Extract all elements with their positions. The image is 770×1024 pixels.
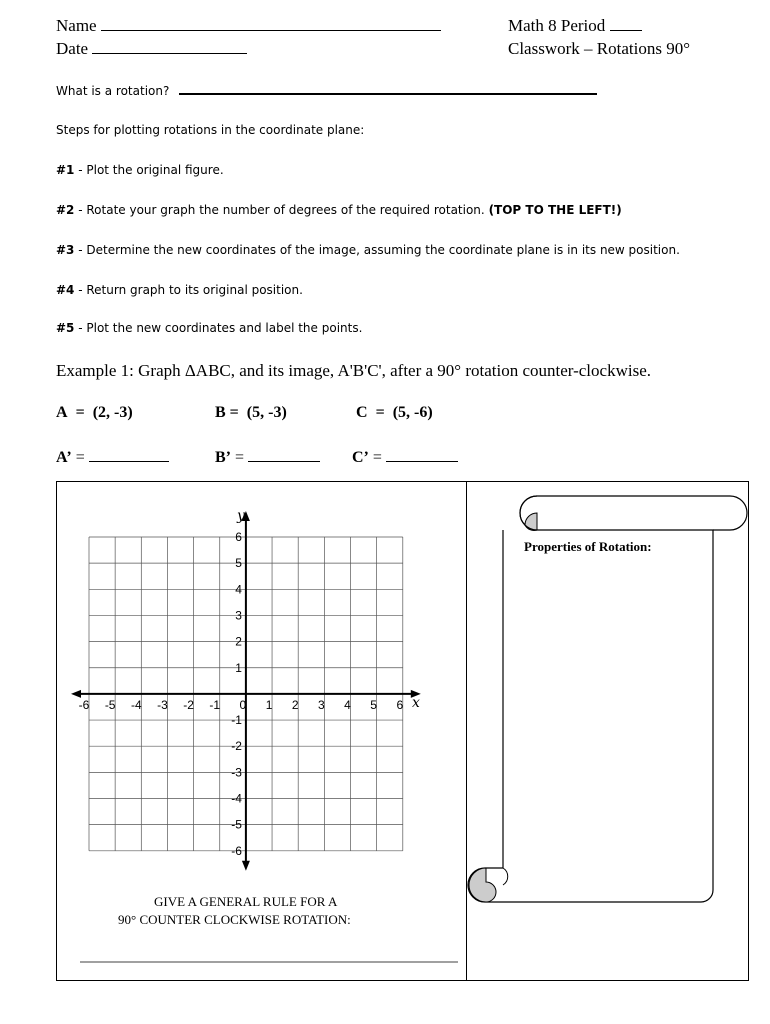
point-a: A = (2, -3)	[56, 404, 133, 421]
steps-intro: Steps for plotting rotations in the coordinate plane:	[56, 123, 365, 137]
y-tick-label: -3	[231, 765, 242, 780]
step-text: - Return graph to its original position.	[78, 283, 303, 297]
y-tick-label: 3	[235, 608, 242, 623]
x-tick-label: 2	[291, 697, 299, 712]
example-1: Example 1: Graph ΔABC, and its image, A'B'C', after a 90° rotation counter-clockwise.	[56, 361, 651, 380]
y-tick-label: 4	[235, 582, 242, 597]
course-label: Math 8 Period	[508, 16, 606, 35]
x-tick-label: 5	[370, 697, 377, 712]
x-tick-label: -2	[183, 697, 194, 712]
x-tick-label: -5	[104, 697, 116, 712]
rule-prompt-line1: GIVE A GENERAL RULE FOR A	[154, 894, 338, 909]
x-tick-label: 0	[239, 697, 247, 712]
image-point-c: C’ =	[352, 449, 458, 467]
y-axis-label: y	[237, 508, 245, 524]
point-label: A’	[56, 449, 72, 466]
point-label: C	[356, 404, 368, 421]
point-value: (2, -3)	[92, 404, 133, 421]
step-number: #4	[56, 283, 75, 297]
point-label: C’	[352, 449, 369, 466]
x-tick-label: 3	[318, 697, 325, 712]
step-text: - Determine the new coordinates of the image, assuming the coordinate plane is in its new position.	[78, 243, 680, 257]
scroll-curl-top	[520, 496, 537, 530]
y-tick-label: 2	[235, 634, 242, 649]
step-number: #5	[56, 321, 75, 335]
date-label: Date	[56, 39, 89, 58]
worksheet-title: Classwork – Rotations 90°	[508, 39, 690, 58]
axes	[71, 511, 421, 871]
x-tick-label: -4	[130, 697, 142, 712]
point-value: (5, -6)	[392, 404, 433, 421]
step-text: - Plot the new coordinates and label the points.	[78, 321, 363, 335]
y-tick-label: -1	[231, 713, 242, 728]
y-axis-arrow-down	[242, 861, 250, 871]
properties-scroll	[468, 496, 747, 902]
y-tick-label: -5	[231, 817, 242, 832]
properties-title: Properties of Rotation:	[524, 539, 652, 554]
question-text: What is a rotation?	[56, 84, 170, 98]
step-text: - Plot the original figure.	[78, 163, 224, 177]
y-tick-label: -2	[231, 739, 242, 754]
point-label: A	[56, 404, 68, 421]
y-tick-label: 6	[235, 530, 242, 544]
x-tick-labels	[79, 698, 404, 712]
point-c: C = (5, -6)	[356, 404, 433, 421]
name-label: Name	[56, 16, 97, 35]
step-number: #1	[56, 163, 75, 177]
point-b: B = (5, -3)	[215, 404, 287, 421]
x-tick-label: 6	[396, 697, 404, 712]
y-tick-label: 1	[235, 660, 242, 675]
x-axis-label: x	[412, 695, 420, 711]
step-number: #2	[56, 203, 75, 217]
y-tick-label: -6	[231, 843, 242, 858]
x-tick-label: 4	[344, 697, 351, 712]
x-tick-label: -1	[209, 697, 221, 712]
step-number: #3	[56, 243, 75, 257]
rule-prompt-line2: 90° COUNTER CLOCKWISE ROTATION:	[118, 912, 351, 927]
step-text: - Rotate your graph the number of degrees of the required rotation.	[78, 203, 485, 217]
x-tick-label: 1	[265, 697, 273, 712]
image-point-b: B’ =	[215, 449, 320, 467]
x-tick-label: -3	[157, 697, 168, 712]
image-point-a: A’ =	[56, 449, 169, 467]
x-axis-arrow-left	[71, 690, 81, 698]
point-label: B’	[215, 449, 231, 466]
x-tick-label: -6	[78, 697, 90, 712]
point-label: B	[215, 404, 226, 421]
scroll-curl-bottom	[469, 868, 508, 902]
step-emphasis: (TOP TO THE LEFT!)	[488, 203, 622, 217]
point-value: (5, -3)	[246, 404, 287, 421]
y-tick-label: -4	[231, 791, 242, 806]
y-tick-label: 5	[235, 556, 242, 571]
